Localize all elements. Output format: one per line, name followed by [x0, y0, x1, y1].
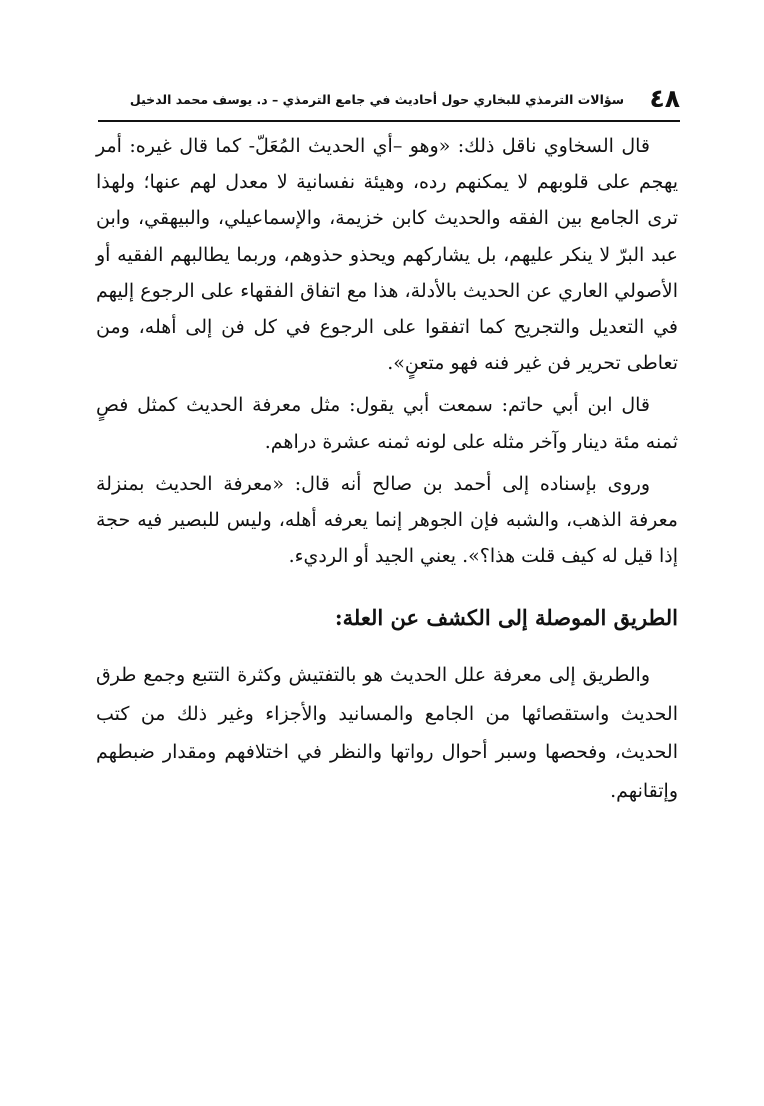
paragraph-sakhawi-quote: قال السخاوي ناقل ذلك: «وهو –أي الحديث المُعَلّ- كما قال غيره: أمر يهجم على قلوبهم لا يمكنهم رده، وهيئة نفسانية لا معدل لهم عنها؛ ولهذا ترى الجامع بين الفقه والحديث كابن خزيمة، والإسماعيلي، والبيهقي، وابن عبد البرّ لا ينكر عليهم، بل يشاركهم ويحذو حذوهم، وربما يطالبهم الفقيه أو الأصولي العاري عن الحديث بالأدلة، هذا مع اتفاق الفقهاء على الرجوع إليهم في التعديل والتجريح كما اتفقوا على الرجوع في كل فن إلى أهله، ومن تعاطى تحرير فن غير فنه فهو متعنٍ». [96, 135, 678, 375]
section-heading: الطريق الموصلة إلى الكشف عن العلة: [334, 605, 678, 631]
body-text [96, 128, 678, 810]
page-header [98, 84, 680, 122]
paragraph-ahmad-bin-salih: وروى بإسناده إلى أحمد بن صالح أنه قال: «معرفة الحديث بمنزلة معرفة الذهب، والشبه فإن الجوهر إنما يعرفه أهله، وليس للبصير فيه حجة إذا قيل له كيف قلت هذا؟». يعني الجيد أو الرديء. [96, 472, 678, 568]
section-paragraph: والطريق إلى معرفة علل الحديث هو بالتفتيش وكثرة التتبع وجمع طرق الحديث واستقصائها من الجامع والمسانيد والأجزاء وغير ذلك من كتب الحديث، وفحصها وسبر أحوال رواتها والنظر في اختلافهم ومقدار ضبطهم وإتقانهم. [96, 664, 678, 802]
running-title: سؤالات الترمذي للبخاري حول أحاديث في جامع الترمذي – د. يوسف محمد الدخيل [129, 92, 624, 107]
page-number: ٤٨ [649, 84, 680, 113]
paragraph-ibn-abi-hatim: قال ابن أبي حاتم: سمعت أبي يقول: مثل معرفة الحديث كمثل فصٍ ثمنه مئة دينار وآخر مثله على لونه ثمنه عشرة دراهم. [96, 394, 678, 453]
